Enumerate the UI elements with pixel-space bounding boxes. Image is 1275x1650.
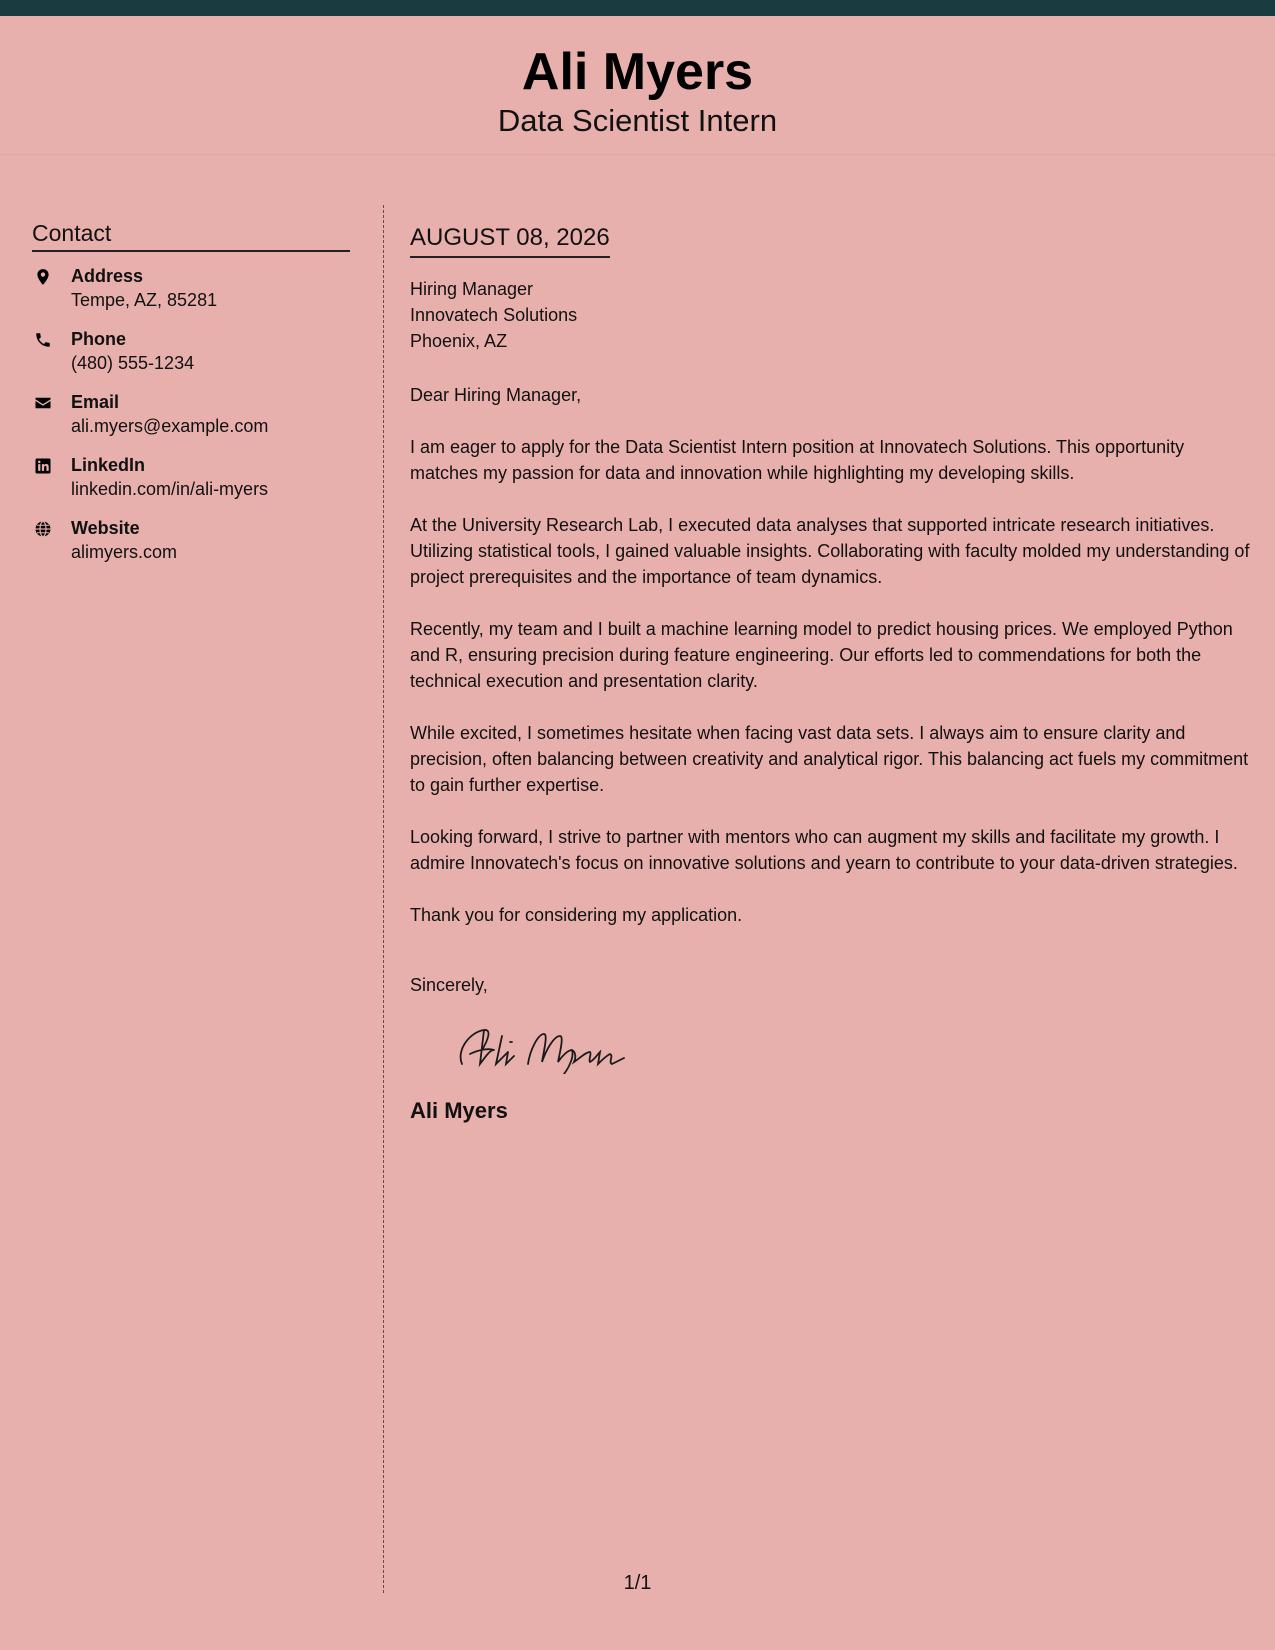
contact-item-address — [32, 264, 350, 327]
contact-label: Website — [71, 518, 140, 538]
page-number: 1/1 — [623, 1572, 652, 1594]
contact-item-email — [32, 390, 350, 453]
contact-value: (480) 555-1234 — [71, 353, 195, 373]
letter-paragraph: While excited, I sometimes hesitate when facing vast data sets. I always aim to ensure clarity and precision, often balancing between creativity and analytical rigor. This balancing act fuels my commitment to gain further expertise. — [410, 723, 1249, 795]
applicant-job-title: Data Scientist Intern — [497, 103, 778, 138]
linkedin-icon — [34, 457, 52, 475]
contact-label: Phone — [71, 329, 127, 349]
letter-paragraph: At the University Research Lab, I executed data analyses that supported intricate research initiatives. Utilizing statistical tools, I gained valuable insights. Collaborating with faculty molded my understanding of project prerequisites and the importance of team dynamics. — [410, 515, 1250, 587]
contact-value: alimyers.com — [71, 542, 178, 562]
globe-icon — [34, 520, 52, 538]
recipient-line: Innovatech Solutions — [410, 305, 578, 325]
salutation: Dear Hiring Manager, — [410, 385, 582, 405]
signer-name: Ali Myers — [410, 1098, 508, 1123]
letter-paragraph: Looking forward, I strive to partner with mentors who can augment my skills and facilitate my growth. I admire Innovatech's focus on innovative solutions and yearn to contribute to your data-driven strategies. — [410, 827, 1238, 873]
recipient-line: Hiring Manager — [410, 279, 534, 299]
contact-item-linkedin — [32, 453, 350, 516]
top-accent-bar — [0, 0, 1275, 16]
map-pin-icon — [34, 268, 52, 286]
contact-label: Address — [71, 266, 144, 286]
letter-paragraph: Recently, my team and I built a machine learning model to predict housing prices. We employed Python and R, ensuring precision during feature engineering. Our efforts led to commendations for both the technical execution and presentation clarity. — [410, 619, 1233, 691]
contact-label: LinkedIn — [71, 455, 146, 475]
phone-icon — [34, 331, 52, 349]
applicant-name: Ali Myers — [521, 43, 754, 101]
letter-date: AUGUST 08, 2026 — [410, 222, 610, 258]
contact-label: Email — [71, 392, 120, 412]
recipient-line: Phoenix, AZ — [410, 331, 508, 351]
letter-body — [410, 222, 1250, 1125]
contact-value: linkedin.com/in/ali-myers — [71, 479, 269, 499]
closing: Sincerely, — [410, 975, 488, 995]
contact-heading: Contact — [32, 218, 350, 252]
contact-item-phone — [32, 327, 350, 390]
contact-value: Tempe, AZ, 85281 — [71, 290, 218, 310]
contact-value: ali.myers@example.com — [71, 416, 269, 436]
letter-paragraph: Thank you for considering my application. — [410, 905, 743, 925]
contact-item-website — [32, 516, 350, 579]
handwritten-signature — [448, 1020, 638, 1074]
letter-paragraph: I am eager to apply for the Data Scientist Intern position at Innovatech Solutions. This opportunity matches my passion for data and innovation while highlighting my developing skills. — [410, 437, 1185, 483]
contact-sidebar — [32, 218, 350, 579]
column-divider — [383, 205, 384, 1593]
envelope-icon — [34, 394, 52, 412]
recipient-block — [410, 276, 1250, 354]
letter-header — [0, 16, 1275, 155]
